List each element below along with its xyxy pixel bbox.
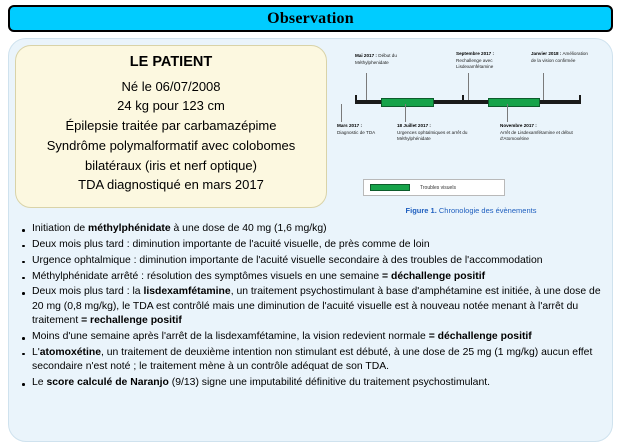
page-title: Observation (267, 9, 354, 27)
timeline-event-below-3-date: Novembre 2017 : (500, 123, 537, 128)
bullet-dot-icon (22, 229, 25, 232)
figure-legend (363, 179, 505, 196)
timeline-stem-above-3 (543, 73, 544, 100)
timeline-event-above-1-text: Début du Méthylphenidate (355, 53, 397, 65)
list-item (19, 376, 605, 390)
list-item-text: Deux mois plus tard : diminution importante de l'acuité visuelle, de près comme de loin (32, 238, 430, 250)
timeline-stem-below-3 (507, 104, 508, 122)
figure-caption-label: Figure 1. (405, 206, 437, 215)
timeline-stem-below-1 (341, 104, 342, 122)
timeline-axis-cap-start (355, 95, 357, 104)
list-item-text: L'atomoxétine, un traitement de deuxième intention non stimulant est débuté, à une dose de 25 mg (1 mg/kg) aucun effet secondaire n'est noté ; le traitement mène à un contrôle adéquat de son TDA. (32, 346, 593, 373)
bullet-dot-icon (22, 383, 25, 386)
list-item-text: Initiation de méthylphénidate à une dose de 40 mg (1,6 mg/kg) (32, 223, 327, 234)
timeline-visual-trouble-segment-1 (381, 98, 434, 107)
bullet-dot-icon (22, 337, 25, 340)
list-item-text: Deux mois plus tard : la lisdexamfétamine, un traitement psychostimulant à base d'amphétamine est initiée, à une dose de 20 mg (0,8 mg/kg), le TDA est contrôlé mais une diminution de l'acuité visuelle est à nouveau notée menant à l'arrêt du traitement = rechallenge positif (32, 286, 601, 327)
patient-weight-height: 24 kg pour 123 cm (117, 98, 225, 114)
green-bar-legend-swatch-icon (370, 184, 410, 191)
patient-card-heading: LE PATIENT (129, 54, 213, 70)
slide-title-banner (8, 5, 613, 32)
observation-bullet-list (19, 222, 605, 392)
content-panel (8, 38, 613, 442)
timeline-event-below-2-text: Urgences ophtalmiques et arrêt du Méthylphénidate (397, 129, 468, 142)
timeline-axis-cap-end (579, 95, 581, 104)
timeline-event-above-2 (456, 51, 514, 71)
bullet-dot-icon (22, 277, 25, 280)
timeline-axis-cap-mid (462, 95, 464, 104)
figure-caption-text: Chronologie des évènements (436, 206, 537, 215)
list-item-text: Moins d'une semaine après l'arrêt de la lisdexamfétamine, la vision redevient normale = déchallenge positif (32, 331, 532, 343)
timeline-event-above-3-date: Janvier 2018 : (531, 51, 562, 56)
legend-label-visual-troubles: Troubles visuels (420, 184, 456, 191)
list-item (19, 330, 605, 344)
bullet-dot-icon (22, 292, 25, 295)
list-item (19, 238, 605, 252)
timeline-stem-above-1 (366, 73, 367, 100)
bullet-dot-icon (22, 245, 25, 248)
patient-info-card (15, 45, 327, 208)
patient-tda-diagnosis: TDA diagnostiqué en mars 2017 (78, 177, 264, 193)
timeline-event-above-1-date: Mai 2017 : (355, 53, 377, 58)
timeline-event-above-3-text: Amélioration de la vision confirmée (531, 51, 588, 63)
patient-epilepsy: Épilepsie traitée par carbamazépime (65, 118, 277, 134)
list-item (19, 270, 605, 284)
patient-birthdate: Né le 06/07/2008 (121, 78, 221, 94)
bullet-dot-icon (22, 353, 25, 356)
list-item-text: Urgence ophtalmique : diminution importante de l'acuité visuelle secondaire à des troubles de l'accommodation (32, 254, 543, 266)
timeline-event-below-3 (500, 123, 576, 143)
list-item-text: Le score calculé de Naranjo (9/13) signe une imputabilité définitive du traitement psychostimulant. (32, 377, 491, 389)
figure-caption (335, 206, 607, 215)
timeline-event-above-3 (531, 51, 591, 64)
timeline-event-below-1-date: Mars 2017 : (337, 123, 363, 128)
timeline-event-above-1 (355, 53, 417, 66)
list-item-text: Méthylphénidate arrêté : résolution des symptômes visuels en une semaine = déchallenge positif (32, 270, 486, 282)
timeline-event-above-2-text: Rechallenge avec Lisdexamfétamine (456, 57, 494, 70)
timeline-axis (355, 100, 581, 104)
list-item (19, 346, 605, 375)
timeline-stem-below-2 (405, 104, 406, 122)
list-item (19, 222, 605, 236)
list-item (19, 285, 605, 328)
patient-syndrome: Syndrôme polymalformatif avec colobomes bilatéraux (iris et nerf optique) (46, 137, 296, 173)
timeline-event-below-3-text: Arrêt de Lisdexamfétamine et début d'Atomoxétine (500, 129, 573, 142)
timeline-visual-trouble-segment-2 (488, 98, 540, 107)
timeline-event-below-2-date: 18 Juillet 2017 : (397, 123, 431, 128)
timeline-event-above-2-date: Septembre 2017 : (456, 51, 495, 56)
bullet-dot-icon (22, 261, 25, 264)
list-item (19, 254, 605, 268)
timeline-event-below-1-text: Diagnostic de TDA (337, 129, 376, 135)
timeline-event-below-1 (337, 123, 395, 136)
timeline-event-below-2 (397, 123, 469, 143)
timeline-stem-above-2 (468, 73, 469, 100)
